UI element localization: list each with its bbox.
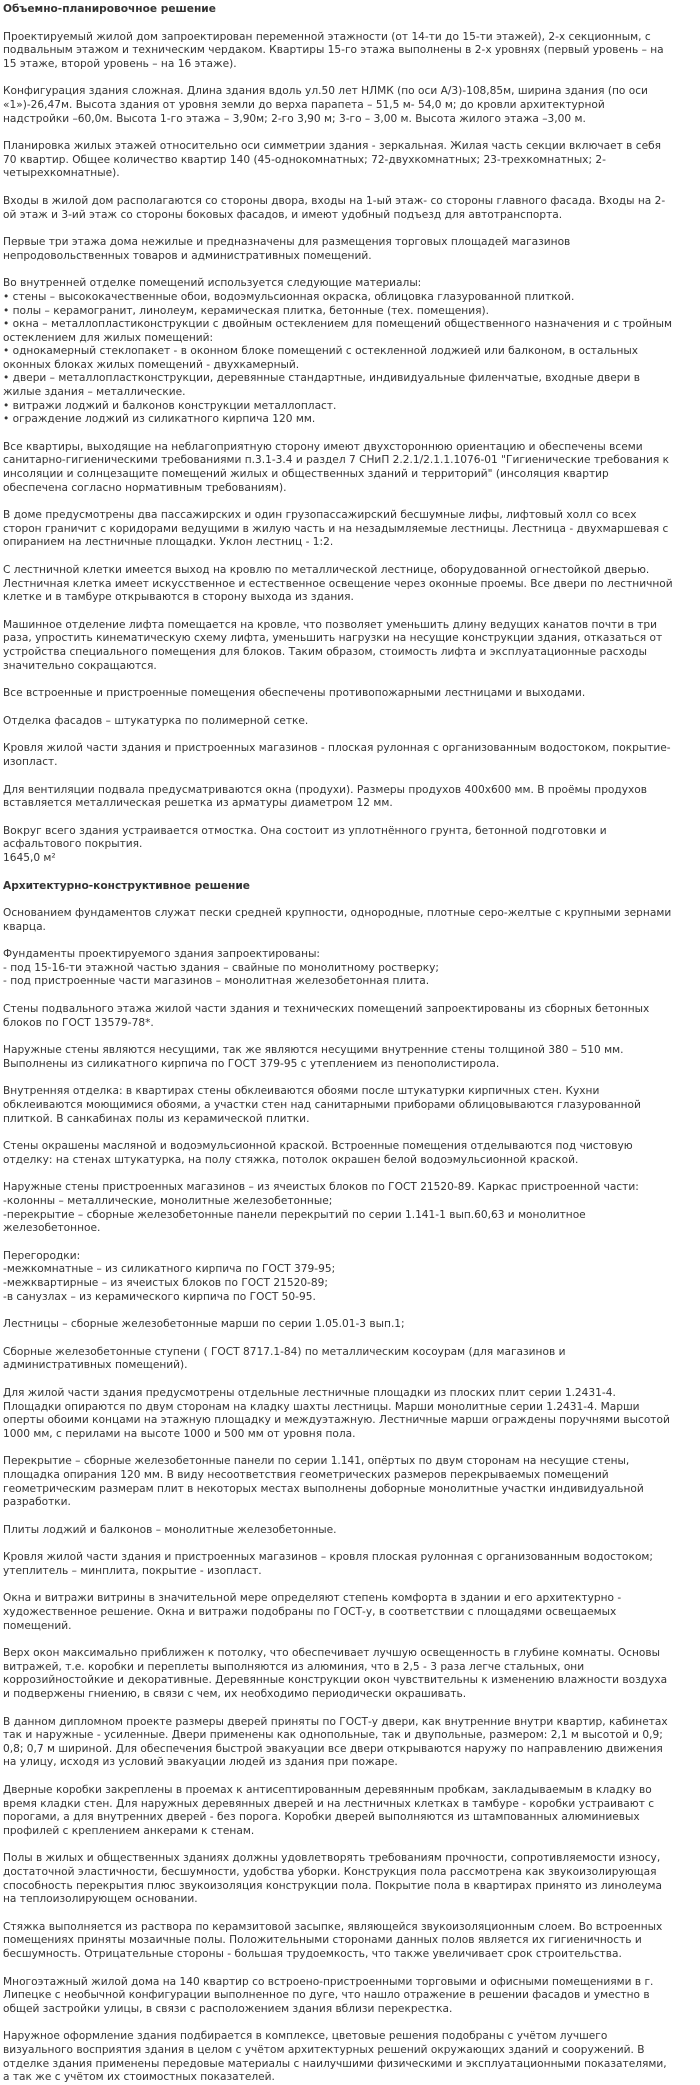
paragraph: В доме предусмотрены два пассажирских и один грузопассажирский бесшумные лифы, лифтовый холл со всех сторон граничит с коридорами ведущими в жилую часть и на незадымляемые лестницы. Лестница - двухмаршевая с опиранием на лестничные площадки. Уклон лестниц - 1:2. xyxy=(3,509,669,549)
paragraph: Стены окрашены масляной и водоэмульсионной краской. Встроенные помещения отделываются под чистовую отделку: на стенах штукатурка, на полу стяжка, потолок окрашен белой водоэмульсионной краской. xyxy=(3,1140,633,1166)
paragraph: Наружные стены пристроенных магазинов – из ячеистых блоков по ГОСТ 21520-89. Каркас пристроенной части: -колонны – металлические, монолитные железобетонные; -перекрытие – сборные железобетонные панели перекрытий по серии 1.141-1 вып.60,63 и монолитное железобетонное. xyxy=(3,1181,639,1235)
paragraph: В данном дипломном проекте размеры дверей приняты по ГОСТ-у двери, как внутренние внутри квартир, кабинетах так и наружные - усиленные. Двери применены как однопольные, так и двупольные, размером: 2,1 м высотой и 0,9; 0,8; 0,7 м шириной. Для обеспечения быстрой эвакуации все двери открываются наружу по направлению движения на улицу, исходя из условий эвакуации людей из здания при пожаре. xyxy=(3,1715,668,1769)
paragraph: Полы в жилых и общественных зданиях должны удовлетворять требованиям прочности, сопротивляемости износу, достаточной эластичности, бесшумности, удобства уборки. Конструкция пола рассмотрена как звукоизолирующая способность перекрытия плюс звукоизоляция конструкции пола. Покрытие пола в квартирах принято из линолеума на теплоизолирующем основании. xyxy=(3,1852,662,1906)
paragraph: Стены подвального этажа жилой части здания и технических помещений запроектированы из сборных бетонных блоков по ГОСТ 13579-78*. xyxy=(3,1003,650,1029)
paragraph: Наружные стены являются несущими, так же являются несущими внутренние стены толщиной 380 – 510 мм. Выполнены из силикатного кирпича по ГОСТ 379-95 с утеплением из пенополистирола. xyxy=(3,1044,624,1070)
paragraph: Основанием фундаментов служат пески средней крупности, однородные, плотные серо-желтые с крупными зернами кварца. xyxy=(3,907,672,933)
paragraph: Машинное отделение лифта помещается на кровле, что позволяет уменьшить длину ведущих канатов почти в три раза, упростить кинематическую схему лифта, уменьшить нагрузки на несущие конструкции здания, отказаться от устройства специального помещения для блоков. Таким образом, стоимость лифта и эксплуатационные расходы значительно сокращаются. xyxy=(3,618,663,672)
paragraph: Фундаменты проектируемого здания запроектированы: - под 15-16-ти этажной частью здания – свайные по монолитному ростверку; - под пристроенные части магазинов – монолитная железобетонная плита. xyxy=(3,948,440,988)
paragraph: Входы в жилой дом располагаются со стороны двора, входы на 1-ый этаж- со стороны главного фасада. Входы на 2-ой этаж и 3-ий этаж со стороны боковых фасадов, и имеют удобный подъезд для автотранспорта. xyxy=(3,194,666,221)
paragraph: С лестничной клетки имеется выход на кровлю по металлической лестнице, оборудованной огнестойкой дверью. Лестничная клетка имеет искусственное и естественное освещение через оконные проемы. Все двери по лестничной клетке и в тамбуре открываются в сторону выхода из здания. xyxy=(3,564,673,604)
section-heading-space-planning: Объемно-планировочное решение xyxy=(3,3,216,15)
paragraph: Кровля жилой части здания и пристроенных магазинов – кровля плоская рулонная с организованным водостоком; утеплитель – минплита, покрытие - изопласт. xyxy=(3,1551,653,1577)
paragraph: Верх окон максимально приближен к потолку, что обеспечивает лучшую освещенность в глубине комнаты. Основы витражей, т.е. коробки и переплеты выполняются из алюминия, что в 2,5 - 3 раза легче стальных, они коррозийностойкие и декоративные. Деревянные конструкции окон чувствительны к изменению влажности воздуха и подвержены гниению, в связи с чем, их необходимо периодически окрашивать. xyxy=(3,1647,668,1701)
paragraph: Окна и витражи витрины в значительной мере определяют степень комфорта в здании и его архитектурно - художественное решение. Окна и витражи подобраны по ГОСТ-у, в соответствии с площадями освещаемых помещений. xyxy=(3,1592,622,1632)
paragraph: Кровля жилой части здания и пристроенных магазинов - плоская рулонная с организованным водостоком, покрытие-изопласт. xyxy=(3,742,671,768)
paragraph: Для жилой части здания предусмотрены отдельные лестничные площадки из плоских плит серии 1.2431-4. Площадки опираются по двум сторонам на кладку шахты лестницы. Марши монолитные серии 1.2431-4. Марши оперты обоими концами на этажную площадку и междуэтажную. Лестничные марши ограждены поручнями высотой 1000 мм, с перилами на высоте 1000 и 500 мм от уровня пола. xyxy=(3,1386,670,1440)
materials-list: Во внутренней отделке помещений используется следующие материалы: • стены – высококачественные обои, водоэмульсионная окраска, облицовка глазурованной плиткой. • полы – керамогранит, линолеум, керамическая плитка, бетонные (тех. помещения). • окна – металлопластиконструкции с двойным остеклением для помещений общественного назначения и с тройным остеклением для жилых помещений: • однокамерный стеклопакет - в оконном блоке помещений с остекленной лоджией или балконом, в остальных оконных блоках жилых помещений - двухкамерный. • двери – металлопластконструкции, деревянные стандартные, индивидуальные филенчатые, входные двери в жилые здания – металлические. • витражи лоджий и балконов конструкции металлопласт. • ограждение лоджий из силикатного кирпича 120 мм. xyxy=(3,277,673,426)
paragraph: Внутренняя отделка: в квартирах стены обклеиваются обоями после штукатурки кирпичных стен. Кухни обклеиваются моющимися обоями, а участки стен над санитарными приборами облицовываются глазурованной плиткой. В санкабинах полы из керамической плитки. xyxy=(3,1085,641,1125)
paragraph: Планировка жилых этажей относительно оси симметрии здания - зеркальная. Жилая часть секции включает в себя 70 квартир. Общее количество квартир 140 (45-однокомнатных; 72-двухкомнатных; 23-трехкомнатных; 2-четырехкомнатные). xyxy=(3,140,662,180)
paragraph: Первые три этажа дома нежилые и предназначены для размещения торговых площадей магазинов непродовольственных товаров и административных помещений. xyxy=(3,236,571,262)
paragraph: Все встроенные и пристроенные помещения обеспечены противопожарными лестницами и выходами. xyxy=(3,687,586,700)
paragraph: Многоэтажный жилой дома на 140 квартир со встроено-пристроенными торговыми и офисными помещениями в г. Липецке с необычной конфигурации выполненное по дуге, что нашло отражение в решении фасадов и уместно в общей застройки улицы, в связи с расположением здания вблизи перекрестка. xyxy=(3,1975,654,2015)
paragraph: Проектируемый жилой дом запроектирован переменной этажности (от 14-ти до 15-ти этажей), 2-х секционным, с подвальным этажом и техническим чердаком. Квартиры 15-го этажа выполнены в 2-х уровнях (первый уровень – на 15 этаже, второй уровень – на 16 этаже). xyxy=(3,30,664,70)
paragraph: Для вентиляции подвала предусматриваются окна (продухи). Размеры продухов 400х600 мм. В проёмы продухов вставляется металлическая решетка из арматуры диаметром 12 мм. xyxy=(3,783,647,810)
paragraph: Наружное оформление здания подбирается в комплексе, цветовые решения подобраны с учётом лучшего визуального восприятия здания в целом с учётом архитектурных решений окружающих зданий и сооружений. В отделке здания применены передовые материалы с наилучшими физическими и эксплуатационными показателями, а так же с учётом их стоимостных показателей. xyxy=(3,2030,667,2084)
paragraph: Лестницы – сборные железобетонные марши по серии 1.05.01-3 вып.1; xyxy=(3,1318,405,1331)
paragraph: Конфигурация здания сложная. Длина здания вдоль ул.50 лет НЛМК (по оси А/3)-108,85м, ширина здания (по оси «1»)-26,47м. Высота здания от уровня земли до верха парапета – 51,5 м- 54,0 м; до кровли архитектурной надстройки –60,0м. Высота 1-го этажа – 3,90м; 2-го 3,90 м; 3-го – 3,00 м. Высота жилого этажа –3,00 м. xyxy=(3,85,648,125)
paragraph: Все квартиры, выходящие на неблагоприятную сторону имеют двухстороннюю ориентацию и обеспечены всеми санитарно-гигиеническими требованиями п.3.1-3.4 и раздел 7 СНиП 2.2.1/2.1.1.1076-01 "Гигиенические требования к инсоляции и солнцезащите помещений жилых и общественных зданий и территорий" (инсоляция квартир обеспечена согласно нормативным требованиям). xyxy=(3,440,670,494)
paragraph: Перекрытие – сборные железобетонные панели по серии 1.141, опёртых по двум сторонам на несущие стены, площадка опирания 120 мм. В виду несоответствия геометрических размеров перекрываемых помещений геометрическим размерам плит в некоторых местах выполнены доборные монолитные участки индивидуальной разработки. xyxy=(3,1455,644,1509)
paragraph: Плиты лоджий и балконов – монолитные железобетонные. xyxy=(3,1523,337,1536)
paragraph: Сборные железобетонные ступени ( ГОСТ 8717.1-84) по металлическим косоурам (для магазинов и административных помещений). xyxy=(3,1345,566,1372)
paragraph: Стяжка выполняется из раствора по керамзитовой засыпке, являющейся звукоизоляционным слоем. Во встроенных помещениях приняты мозаичные полы. Положительными сторонами данных полов является их гигиеничность и бесшумность. Отрицательные стороны - большая трудоемкость, что также увеличивает срок строительства. xyxy=(3,1920,663,1960)
paragraph: Дверные коробки закреплены в проемах к антисептированным деревянным пробкам, закладываемым в кладку во время кладки стен. Для наружных деревянных дверей и на лестничных клетках в тамбуре - коробки устраивают с порогами, а для внутренних дверей - без порога. Коробки дверей выполняются из штампованных алюминиевых профилей с креплением анкерами к стенам. xyxy=(3,1784,655,1837)
paragraph: Вокруг всего здания устраивается отмостка. Она состоит из уплотнённого грунта, бетонной подготовки и асфальтового покрытия. 1645,0 м² xyxy=(3,824,607,864)
paragraph: Отделка фасадов – штукатурка по полимерной сетке. xyxy=(3,714,309,727)
partitions-list: Перегородки: -межкомнатные – из силикатного кирпича по ГОСТ 379-95; -межквартирные – из ячеистых блоков по ГОСТ 21520-89; -в санузлах – из керамического кирпича по ГОСТ 50-95. xyxy=(3,1249,336,1303)
section-heading-architectural-structural: Архитектурно-конструктивное решение xyxy=(3,879,250,892)
